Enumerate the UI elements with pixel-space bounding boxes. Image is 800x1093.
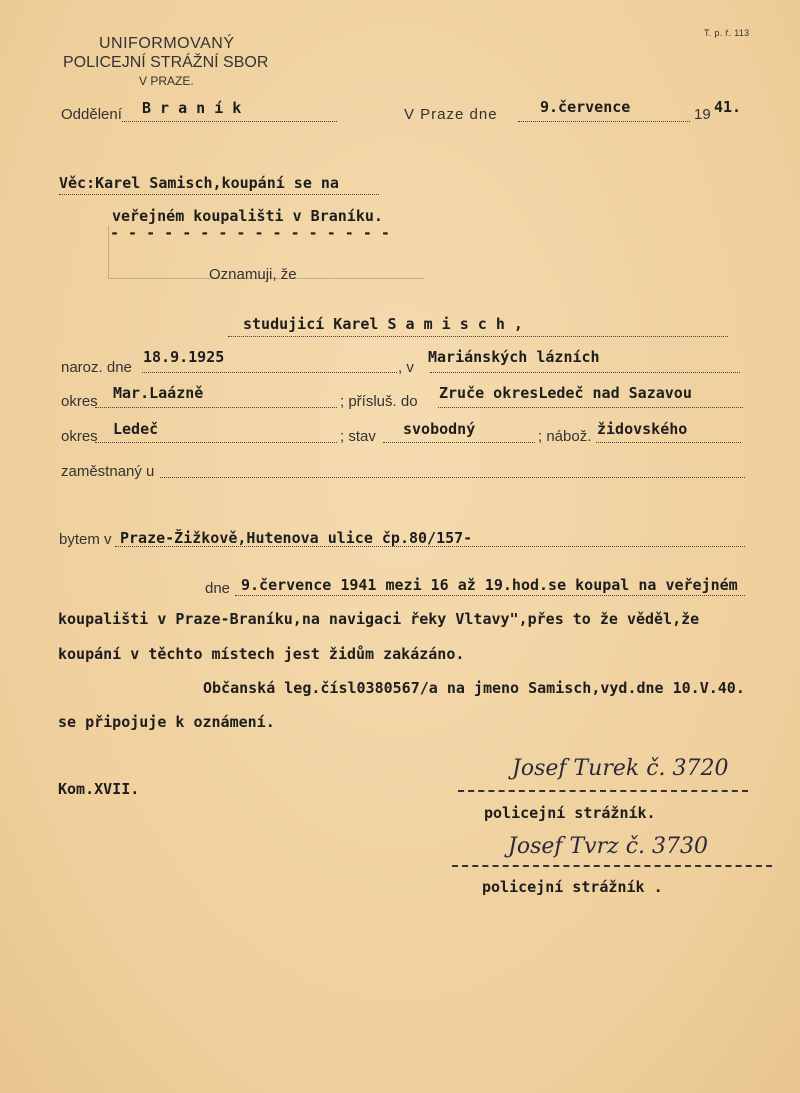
person-name: studujicí Karel S a m i s c h , xyxy=(243,315,523,333)
employed-label: zaměstnaný u xyxy=(61,463,155,480)
subject-line1-rule xyxy=(59,194,379,195)
subject-line2: veřejném koupališti v Braníku. xyxy=(112,207,383,225)
commission-ref: Kom.XVII. xyxy=(58,780,140,798)
born-date-value: 18.9.1925 xyxy=(143,348,225,366)
department-field-line xyxy=(122,121,337,122)
status-rule xyxy=(383,442,535,443)
name-rule xyxy=(228,336,728,337)
religion-rule xyxy=(596,442,741,443)
born-place-value: Mariánských lázních xyxy=(428,348,600,366)
year-prefix: 19 xyxy=(694,106,711,123)
role2: policejní strážník . xyxy=(482,878,663,896)
born-place-rule xyxy=(430,372,740,373)
subject-underline: - - - - - - - - - - - - - - - - xyxy=(110,224,390,242)
belongs-label: ; přísluš. do xyxy=(340,393,418,410)
form-code: T. p. ř. 113 xyxy=(704,28,750,38)
body-line2: koupališti v Praze-Braníku,na navigaci řeky Vltavy",přes to že věděl,že xyxy=(58,610,700,628)
religion-value: židovského xyxy=(597,420,688,438)
body-line4: Občanská leg.čísl0380567/a na jmeno Samisch,vyd.dne 10.V.40. xyxy=(203,679,745,697)
department-value: B r a n í k xyxy=(142,99,242,117)
department-label: Oddělení xyxy=(61,106,122,123)
status-label: ; stav xyxy=(340,428,376,445)
day-label: dne xyxy=(205,580,231,597)
body-line1: 9.července 1941 mezi 16 až 19.hod.se koupal na veřejném xyxy=(241,576,738,594)
intro-text: Oznamuji, že xyxy=(209,266,297,283)
signature2: Josef Tvrz č. 3730 xyxy=(508,834,709,859)
belongs-rule xyxy=(438,407,743,408)
body-line5: se připojuje k oznámení. xyxy=(58,713,275,731)
status-value: svobodný xyxy=(403,420,476,438)
signature1-line xyxy=(458,790,748,792)
religion-label: ; nábož. xyxy=(538,428,592,445)
signature1: Josef Turek č. 3720 xyxy=(512,756,729,781)
district2-rule xyxy=(95,442,337,443)
role1: policejní strážník. xyxy=(484,804,656,822)
belongs-value: Zruče okresLedeč nad Sazavou xyxy=(439,384,692,402)
subject-line1: Věc:Karel Samisch,koupání se na xyxy=(59,174,339,192)
date-field-line xyxy=(518,121,690,122)
residence-label: bytem v xyxy=(59,531,112,548)
org-name-line3: V PRAZE. xyxy=(139,74,194,88)
org-name-line2: POLICEJNÍ STRÁŽNÍ SBOR xyxy=(63,54,269,71)
date-value: 9.července xyxy=(540,98,631,116)
employed-rule xyxy=(160,477,745,478)
district2-label: okres xyxy=(61,428,98,445)
day-rule xyxy=(235,595,745,596)
born-label: naroz. dne xyxy=(61,359,132,376)
body-line3: koupání v těchto místech jest židům zakázáno. xyxy=(58,645,465,663)
born-date-rule xyxy=(142,372,397,373)
signature2-line xyxy=(452,865,772,867)
residence-value: Praze-Žižkově,Hutenova ulice čp.80/157- xyxy=(120,529,473,547)
district-rule xyxy=(95,407,337,408)
district2-value: Ledeč xyxy=(113,420,159,438)
born-place-sep: , v xyxy=(398,359,414,376)
district-value: Mar.Laázně xyxy=(113,384,204,402)
place-date-label: V Praze dne xyxy=(404,106,498,123)
district-label: okres xyxy=(61,393,98,410)
year-suffix: 41. xyxy=(714,98,742,116)
org-name-line1: UNIFORMOVANÝ xyxy=(99,35,235,52)
